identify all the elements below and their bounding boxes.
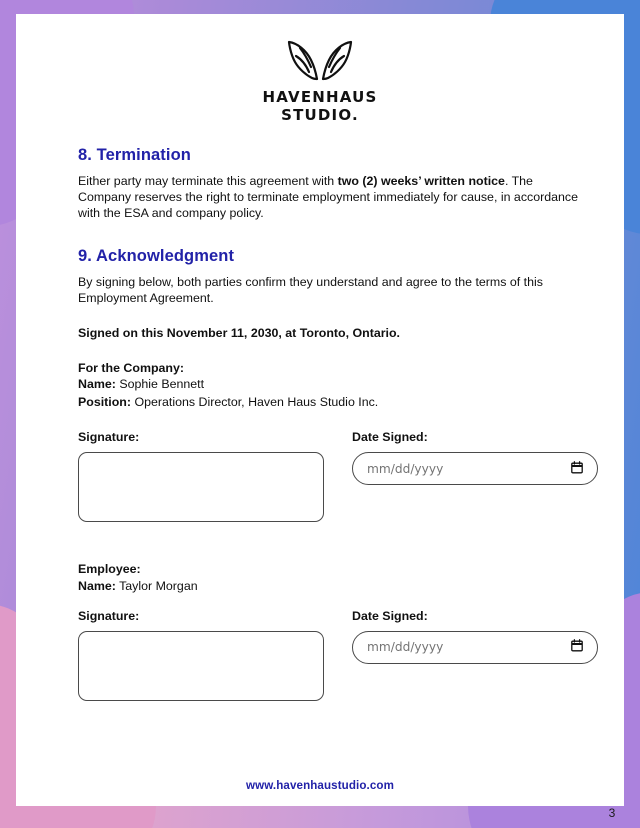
company-position-value: Operations Director, Haven Haus Studio Inc. xyxy=(131,394,379,409)
brand-wordmark xyxy=(262,88,377,125)
footer-website-link[interactable]: www.havenhaustudio.com xyxy=(246,779,394,792)
company-position-label: Position: xyxy=(78,394,131,409)
brand-header xyxy=(16,38,624,125)
employee-date-label: Date Signed: xyxy=(352,608,428,623)
employee-date-column xyxy=(350,609,598,664)
employee-signature-row xyxy=(78,609,578,701)
employee-name-row xyxy=(78,578,578,596)
page-number: 3 xyxy=(608,806,616,820)
document-body xyxy=(78,146,578,701)
employee-signature-column xyxy=(78,609,350,701)
section-title-termination: 8. Termination xyxy=(78,146,191,164)
company-signature-row xyxy=(78,430,578,522)
spacer xyxy=(78,411,578,430)
employee-name-label: Name: xyxy=(78,579,116,594)
employee-signature-label: Signature: xyxy=(78,608,140,623)
calendar-icon[interactable] xyxy=(571,461,583,477)
employee-date-value: mm/dd/yyyy xyxy=(367,640,444,655)
angel-wings-icon xyxy=(284,38,356,82)
employee-party-heading: Employee: xyxy=(78,562,141,577)
brand-name-line2: STUDIO. xyxy=(281,106,359,125)
company-signature-column xyxy=(78,430,350,522)
company-name-label: Name: xyxy=(78,377,116,392)
employee-signature-canvas[interactable] xyxy=(78,631,324,701)
company-signature-label: Signature: xyxy=(78,430,140,445)
company-date-input[interactable] xyxy=(352,452,598,485)
section-spacer xyxy=(78,221,578,247)
company-party-block xyxy=(78,361,578,412)
company-date-column xyxy=(350,430,598,485)
termination-text-part1: Either party may terminate this agreement with xyxy=(78,174,338,188)
brand-name-line1: HAVENHAUS xyxy=(262,88,378,106)
employee-date-input[interactable] xyxy=(352,631,598,664)
employee-party-block xyxy=(78,562,578,595)
spacer xyxy=(78,596,578,609)
company-party-heading: For the Company: xyxy=(78,360,185,375)
company-date-value: mm/dd/yyyy xyxy=(367,461,444,476)
employee-name-value: Taylor Morgan xyxy=(115,579,198,594)
signed-on-statement: Signed on this November 11, 2030, at Toronto, Ontario. xyxy=(78,325,400,340)
calendar-icon[interactable] xyxy=(571,639,583,655)
page-sheet xyxy=(16,14,624,806)
spacer xyxy=(78,522,578,562)
termination-text-part2: . The Company reserves the right to terminate employment immediately for cause, in accordance with the ESA and company policy. xyxy=(78,174,578,220)
company-name-value: Sophie Bennett xyxy=(115,377,205,392)
spacer xyxy=(78,307,578,326)
section-text-acknowledgment: By signing below, both parties confirm they understand and agree to the terms of this Employment Agreement. xyxy=(78,275,543,305)
spacer xyxy=(78,342,578,361)
section-text-termination xyxy=(78,174,578,221)
company-signature-canvas[interactable] xyxy=(78,452,324,522)
company-date-label: Date Signed: xyxy=(352,430,428,445)
company-position-row xyxy=(78,394,578,412)
termination-text-emphasis: two (2) weeks’ written notice xyxy=(337,174,505,188)
section-title-acknowledgment: 9. Acknowledgment xyxy=(78,247,235,266)
company-name-row xyxy=(78,376,578,394)
